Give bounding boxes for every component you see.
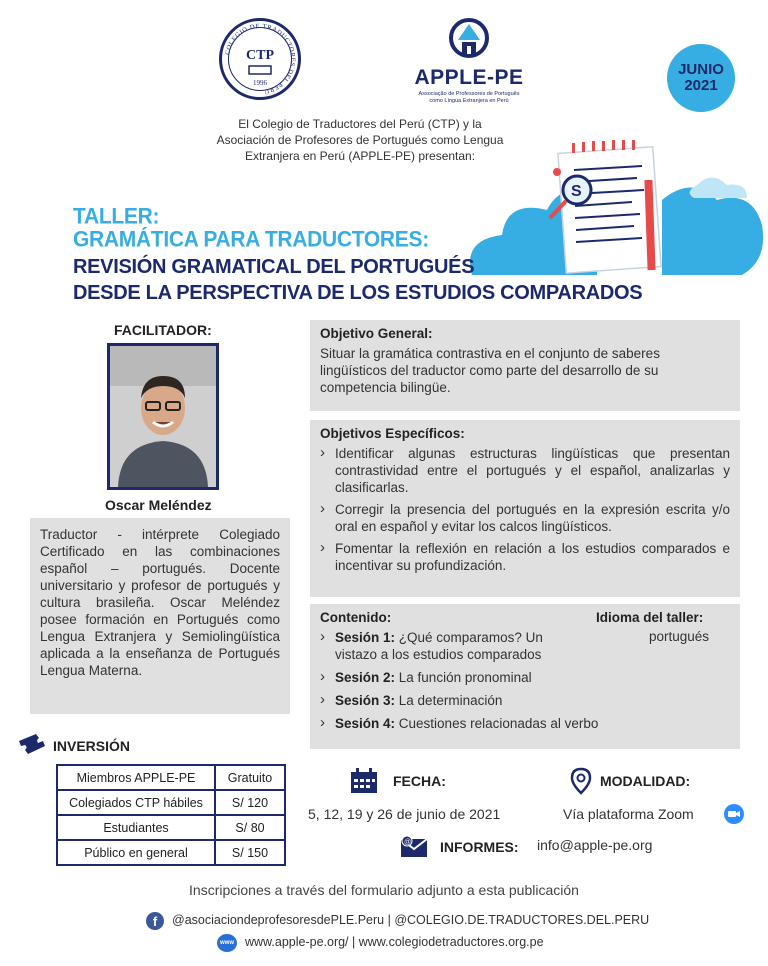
session-label: Sesión 4: bbox=[335, 716, 396, 731]
price-value: S/ 120 bbox=[215, 790, 285, 815]
ctp-monogram: CTP bbox=[246, 48, 274, 63]
informes-email[interactable]: info@apple-pe.org bbox=[537, 837, 653, 853]
session-list bbox=[320, 629, 730, 732]
apple-pe-subtitle-line2: como Língua Extranjera en Perú bbox=[429, 98, 509, 104]
date-badge-year: 2021 bbox=[684, 77, 718, 94]
price-who: Miembros APPLE-PE bbox=[57, 765, 215, 790]
session-label: Sesión 2: bbox=[335, 670, 396, 685]
social-handles[interactable]: @asociaciondeprofesoresdePLE.Peru | @COLEGIO.DE.TRADUCTORES.DEL.PERU bbox=[172, 913, 650, 927]
inscripciones-text: Inscripciones a través del formulario adjunto a esta publicación bbox=[189, 882, 579, 898]
price-who: Estudiantes bbox=[57, 815, 215, 840]
title-line3: REVISIÓN GRAMATICAL DEL PORTUGUÉS bbox=[73, 256, 475, 278]
session-text: Cuestiones relacionadas al verbo bbox=[395, 716, 599, 731]
svg-text:@: @ bbox=[404, 839, 412, 846]
svg-text:COLEGIO DE TRADUCTORES DEL PER: COLEGIO DE TRADUCTORES DEL PERÚ bbox=[224, 22, 297, 95]
facilitator-label: FACILITADOR: bbox=[114, 322, 212, 338]
contenido-panel bbox=[310, 604, 740, 749]
list-item: › Corregir la presencia del portugués en la expresión escrita y/o oral en español y evitar los calcos lingüísticos. bbox=[320, 501, 730, 535]
list-item: › Identificar algunas estructuras lingüísticas que presentan contrastividad entre el portugués y el español, analizarlas y clasificarlas. bbox=[320, 445, 730, 496]
ctp-logo bbox=[219, 18, 301, 100]
modalidad-label: MODALIDAD: bbox=[600, 773, 691, 789]
price-value: S/ 80 bbox=[215, 815, 285, 840]
table-row bbox=[57, 765, 285, 790]
title-line2: GRAMÁTICA PARA TRADUCTORES: bbox=[73, 227, 429, 252]
session-label: Sesión 3: bbox=[335, 693, 396, 708]
objetivo-general-panel bbox=[310, 320, 740, 411]
intro-line3: Extranjera en Perú (APPLE-PE) presentan: bbox=[244, 149, 476, 163]
objetivo-general-text: Situar la gramática contrastiva en el conjunto de saberes lingüísticos del traductor como parte del desarrollo de su competencia bilingüe. bbox=[320, 346, 660, 395]
intro-line1: El Colegio de Traductores del Perú (CTP) y la bbox=[238, 117, 482, 131]
objetivo-general-heading: Objetivo General: bbox=[320, 326, 433, 341]
table-row bbox=[57, 840, 285, 865]
document-review-illustration bbox=[462, 140, 768, 280]
table-row bbox=[57, 790, 285, 815]
price-who: Público en general bbox=[57, 840, 215, 865]
title-line1: TALLER: bbox=[73, 204, 160, 229]
ctp-year: 1996 bbox=[253, 79, 267, 87]
session-text: ¿Qué comparamos? Un vistazo a los estudios comparados bbox=[335, 630, 543, 662]
facilitator-name: Oscar Meléndez bbox=[105, 497, 212, 513]
price-value: Gratuito bbox=[215, 765, 285, 790]
session-item bbox=[320, 629, 575, 663]
facilitator-bio: Traductor - intérprete Colegiado Certificado en las combinaciones español – portugués. Docente universitario y profesor de portugués y cultura brasileña. Oscar Meléndez posee formación en Portugués como Lengua Extranjera y Semiolingüística aplicada a la enseñanza de Portugués Lengua Materna. bbox=[30, 518, 290, 714]
svg-text:S: S bbox=[571, 183, 582, 200]
session-text: La función pronominal bbox=[395, 670, 532, 685]
objetivos-especificos-list bbox=[320, 445, 730, 574]
apple-pe-subtitle bbox=[404, 91, 534, 105]
web-icon: www bbox=[217, 934, 237, 952]
facebook-icon: f bbox=[146, 912, 164, 930]
modalidad-value: Vía plataforma Zoom bbox=[563, 806, 694, 822]
intro-line2: Asociación de Profesores de Portugués como Lengua bbox=[216, 133, 504, 147]
email-icon bbox=[400, 836, 428, 858]
objetivos-especificos-panel bbox=[310, 420, 740, 597]
fecha-label: FECHA: bbox=[393, 773, 446, 789]
idioma-value: portugués bbox=[649, 629, 710, 644]
title-line4: DESDE LA PERSPECTIVA DE LOS ESTUDIOS COMPARADOS bbox=[73, 282, 643, 304]
list-item: › Fomentar la reflexión en relación a los estudios comparados e incentivar su profundización. bbox=[320, 540, 730, 574]
session-label: Sesión 1: bbox=[335, 630, 396, 645]
location-pin-icon bbox=[570, 767, 592, 795]
facilitator-photo bbox=[107, 343, 219, 490]
session-item bbox=[320, 692, 730, 709]
session-text: La determinación bbox=[395, 693, 503, 708]
date-badge bbox=[667, 44, 735, 112]
session-item bbox=[320, 669, 730, 686]
price-value: S/ 150 bbox=[215, 840, 285, 865]
calendar-icon bbox=[350, 768, 378, 794]
fecha-value: 5, 12, 19 y 26 de junio de 2021 bbox=[308, 806, 501, 822]
apple-pe-subtitle-line1: Associação de Professores de Português bbox=[418, 91, 520, 97]
contenido-heading: Contenido: bbox=[320, 610, 392, 625]
inversion-label: INVERSIÓN bbox=[53, 738, 131, 754]
zoom-icon bbox=[724, 804, 744, 824]
price-who: Colegiados CTP hábiles bbox=[57, 790, 215, 815]
table-row bbox=[57, 815, 285, 840]
apple-pe-name: APPLE-PE bbox=[414, 66, 524, 89]
informes-label: INFORMES: bbox=[440, 839, 519, 855]
date-badge-month: JUNIO bbox=[678, 61, 724, 78]
website-links[interactable]: www.apple-pe.org/ | www.colegiodetraductores.org.pe bbox=[245, 935, 544, 949]
objetivos-especificos-heading: Objetivos Específicos: bbox=[320, 426, 465, 441]
ticket-icon bbox=[16, 733, 46, 755]
price-table bbox=[56, 764, 286, 866]
session-item bbox=[320, 715, 730, 732]
idioma-label: Idioma del taller: bbox=[596, 610, 704, 625]
